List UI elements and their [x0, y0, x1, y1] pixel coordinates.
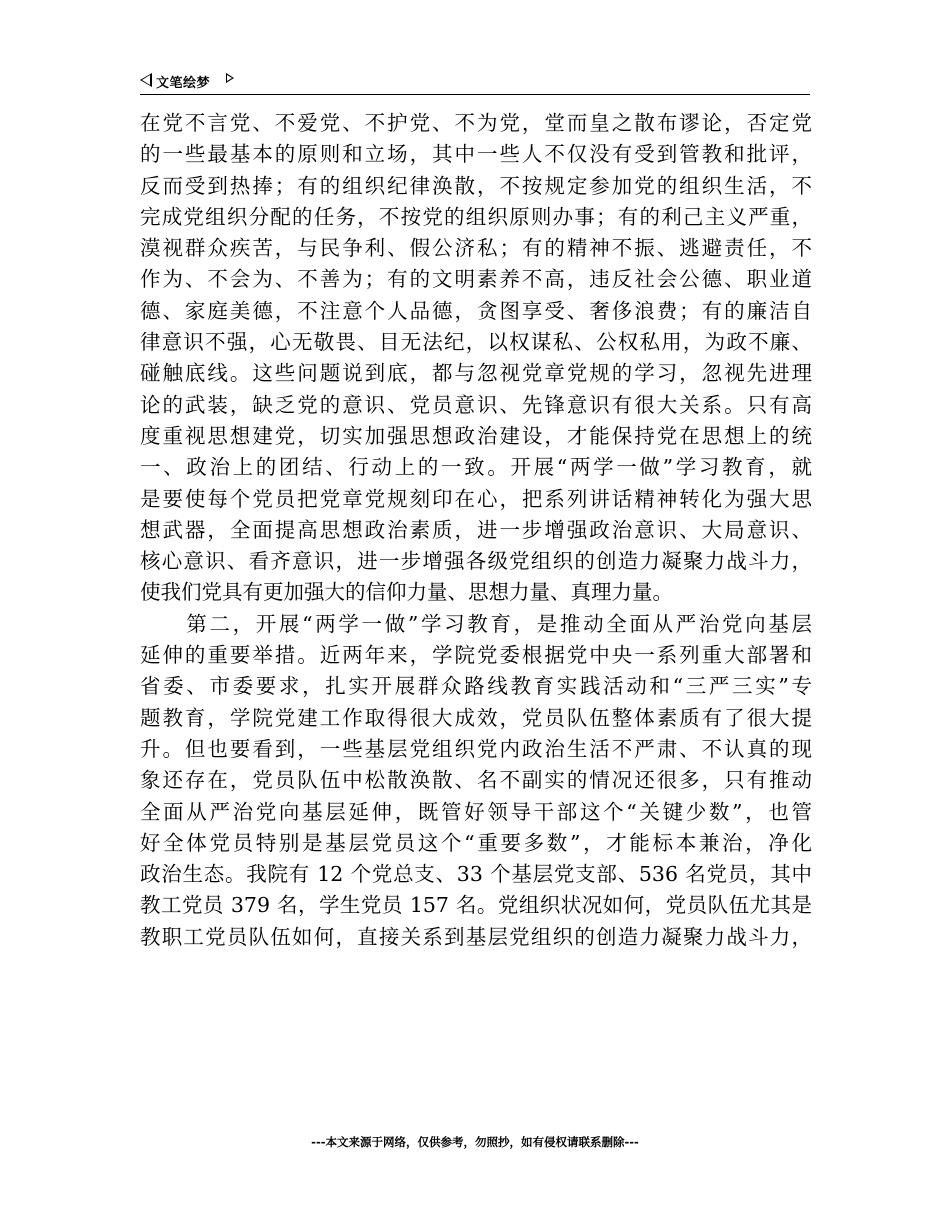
text-line: 的一些最基本的原则和立场，其中一些人不仅没有受到管教和批评， — [140, 142, 812, 167]
text-line: 在党不言党、不爱党、不护党、不为党，堂而皇之散布谬论，否定党 — [140, 111, 812, 135]
text-line: 完成党组织分配的任务，不按党的组织原则办事；有的利己主义严重， — [140, 204, 812, 229]
text-line: 一、政治上的团结、行动上的一致。开展“两学一做”学习教育，就 — [140, 455, 812, 480]
text-line: 政治生态。我院有 12 个党总支、33 个基层党支部、536 名党员，其中 — [140, 862, 812, 887]
text-line: 想武器，全面提高思想政治素质，进一步增强政治意识、大局意识、 — [140, 517, 812, 542]
text-line: 教工党员 379 名，学生党员 157 名。党组织状况如何，党员队伍尤其是 — [140, 893, 812, 918]
text-line: 漠视群众疾苦，与民争利、假公济私；有的精神不振、逃避责任，不 — [140, 236, 812, 261]
text-line: 度重视思想建党，切实加强思想政治建设，才能保持党在思想上的统 — [140, 423, 812, 448]
text-line: 反而受到热捧；有的组织纪律涣散，不按规定参加党的组织生活，不 — [140, 173, 812, 198]
paragraph-end-line: 使我们党具有更加强大的信仰力量、思想力量、真理力量。 — [140, 580, 673, 605]
page-footer: ---本文来源于网络，仅供参考，勿照抄，如有侵权请联系删除--- — [311, 1135, 639, 1149]
triangle-left-icon — [140, 73, 152, 87]
text-line: 作为、不会为、不善为；有的文明素养不高，违反社会公德、职业道 — [140, 267, 812, 292]
header-title: 文笔绘梦 — [156, 76, 211, 91]
text-line: 象还存在，党员队伍中松散涣散、名不副实的情况还很多，只有推动 — [140, 768, 812, 793]
triangle-right-icon — [226, 73, 234, 83]
text-line: 碰触底线。这些问题说到底，都与忽视党章党规的学习，忽视先进理 — [140, 361, 812, 386]
text-line: 好全体党员特别是基层党员这个“重要多数”，才能标本兼治，净化 — [140, 830, 812, 855]
text-line: 核心意识、看齐意识，进一步增强各级党组织的创造力凝聚力战斗力， — [140, 549, 812, 574]
text-line: 全面从严治党向基层延伸，既管好领导干部这个“关键少数”，也管 — [140, 799, 812, 824]
page-header — [140, 70, 810, 95]
text-line: 延伸的重要举措。近两年来，学院党委根据党中央一系列重大部署和 — [140, 643, 812, 668]
document-body — [140, 108, 812, 953]
text-line: 是要使每个党员把党章党规刻印在心，把系列讲话精神转化为强大思 — [140, 486, 812, 511]
text-line: 教职工党员队伍如何，直接关系到基层党组织的创造力凝聚力战斗力， — [140, 924, 812, 949]
text-line: 省委、市委要求，扎实开展群众路线教育实践活动和“三严三实”专 — [140, 674, 812, 699]
text-line: 升。但也要看到，一些基层党组织党内政治生活不严肃、不认真的现 — [140, 736, 812, 761]
text-line: 第二，开展“两学一做”学习教育，是推动全面从严治党向基层 — [140, 611, 812, 636]
text-line: 律意识不强，心无敬畏、目无法纪，以权谋私、公权私用，为政不廉、 — [140, 330, 812, 355]
text-line: 论的武装，缺乏党的意识、党员意识、先锋意识有很大关系。只有高 — [140, 392, 812, 417]
text-line: 德、家庭美德，不注意个人品德，贪图享受、奢侈浪费；有的廉洁自 — [140, 298, 812, 323]
text-line: 题教育，学院党建工作取得很大成效，党员队伍整体素质有了很大提 — [140, 705, 812, 730]
